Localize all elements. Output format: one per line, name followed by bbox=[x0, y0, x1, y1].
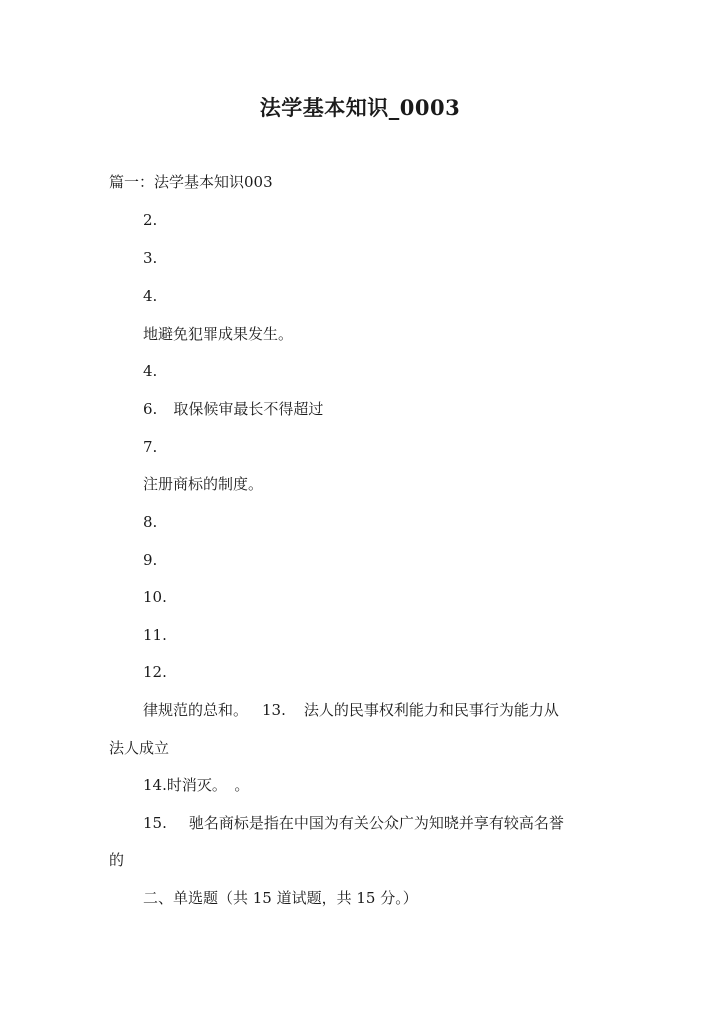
para13-text: 法人的民事权利能力和民事行为能力从 bbox=[303, 701, 559, 719]
item-number: 8. bbox=[143, 513, 158, 531]
item-text: 注册商标的制度。 bbox=[143, 475, 264, 493]
list-item bbox=[143, 361, 157, 381]
item-text: 取保候审最长不得超过 bbox=[173, 400, 324, 418]
item-number: 10. bbox=[143, 588, 167, 606]
paragraph-15 bbox=[143, 813, 564, 833]
item-number: 9. bbox=[143, 551, 158, 569]
para15-text: 驰名商标是指在中国为有关公众广为知晓并享有较高名誉 bbox=[188, 814, 564, 832]
para13-number: 13. bbox=[262, 701, 286, 719]
list-item bbox=[143, 324, 293, 344]
list-item bbox=[143, 474, 263, 494]
item-number: 7. bbox=[143, 438, 158, 456]
list-item bbox=[143, 210, 157, 230]
item-number: 4. bbox=[143, 362, 158, 380]
document-title: 法学基本知识_0003 bbox=[259, 95, 461, 120]
item-number: 4. bbox=[143, 287, 158, 305]
item-number: 11. bbox=[143, 626, 167, 644]
list-item bbox=[143, 399, 323, 419]
item-number: 3. bbox=[143, 249, 158, 267]
item-number: 2. bbox=[143, 211, 158, 229]
paragraph-15-continuation: 的 bbox=[109, 851, 125, 869]
item-number: 6. bbox=[143, 400, 158, 418]
para13-prefix: 律规范的总和。 bbox=[143, 701, 249, 719]
paragraph-13-continuation: 法人成立 bbox=[109, 739, 170, 757]
para15-number: 15. bbox=[143, 814, 167, 832]
item-number: 12. bbox=[143, 663, 167, 681]
section-two-heading: 二、单选题（共 15 道试题，共 15 分。） bbox=[143, 889, 418, 907]
paragraph-13 bbox=[143, 700, 559, 720]
item-text: 地避免犯罪成果发生。 bbox=[143, 325, 294, 343]
list-item bbox=[143, 437, 157, 457]
list-item bbox=[143, 550, 157, 570]
list-item bbox=[143, 248, 157, 268]
list-item-14: 14.时消灭。 。 bbox=[143, 776, 250, 794]
list-item bbox=[143, 587, 167, 607]
list-item bbox=[143, 662, 167, 682]
list-item bbox=[143, 625, 167, 645]
section-heading: 篇一：法学基本知识003 bbox=[109, 173, 273, 191]
list-item bbox=[143, 286, 157, 306]
list-item bbox=[143, 512, 157, 532]
